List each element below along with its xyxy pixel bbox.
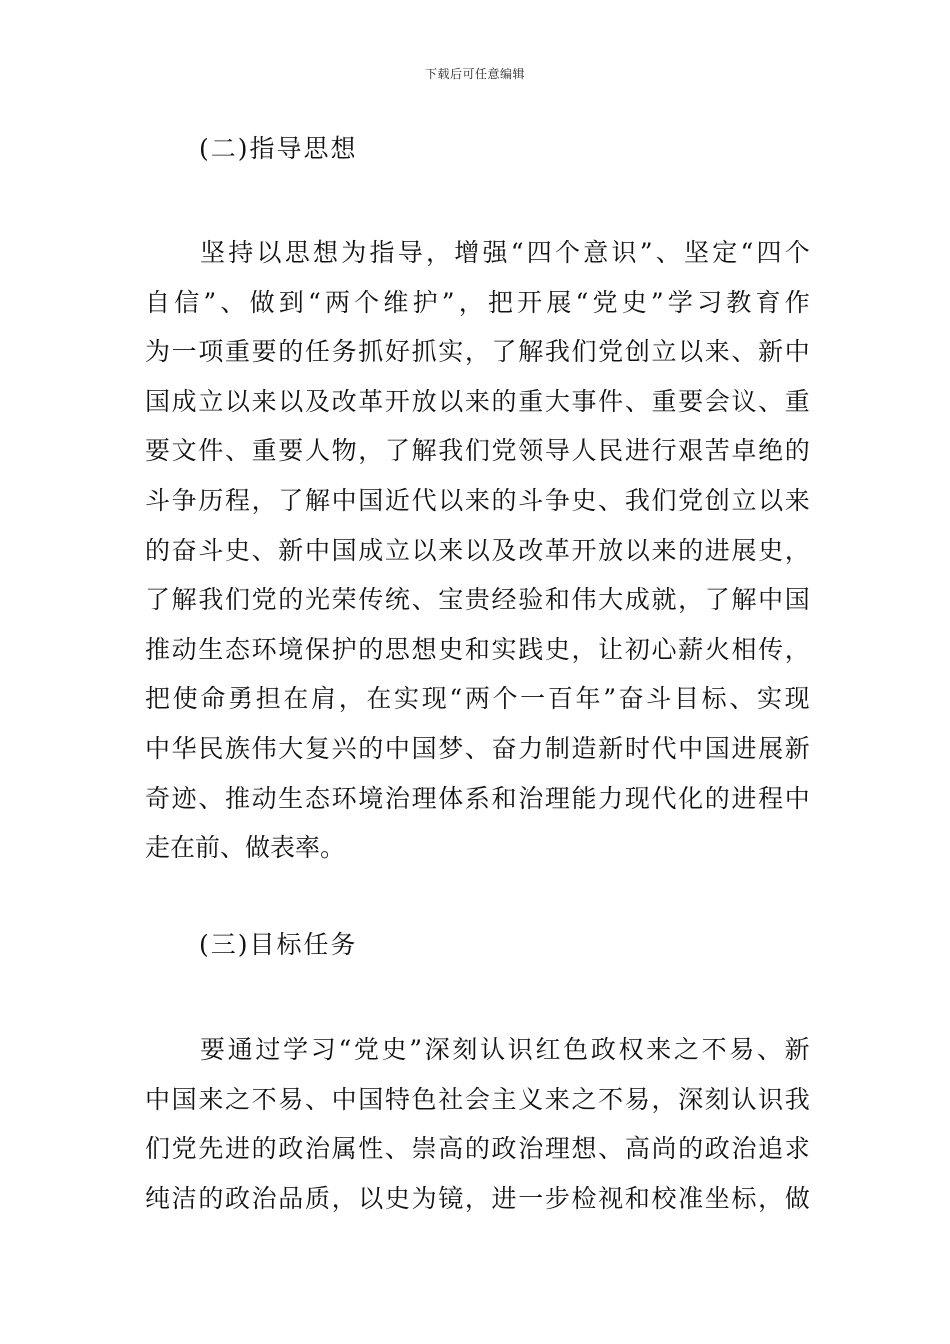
- paragraph-line: 自 信 ” 、 做 到 “ 两 个 维 护 ” ， 把 开 展 “ 党 史 ” 学 习 教 育 作: [145, 287, 810, 317]
- section-heading-guiding-ideology: (二)指导思想: [199, 134, 358, 163]
- paragraph-line: 奇 迹 、 推 动 生 态 环 境 治 理 体 系 和 治 理 能 力 现 代 化 的 进 程 中: [145, 783, 810, 813]
- paragraph-line: 了 解 我 们 党 的 光 荣 传 统 、 宝 贵 经 验 和 伟 大 成 就 ， 了 解 中 国: [145, 585, 810, 615]
- paragraph-line: 中 华 民 族 伟 大 复 兴 的 中 国 梦 、 奋 力 制 造 新 时 代 中 国 进 展 新: [145, 733, 810, 763]
- paragraph-line: 中 国 来 之 不 易 、 中 国 特 色 社 会 主 义 来 之 不 易 ， 深 刻 认 识 我: [145, 1084, 810, 1114]
- paragraph-guiding-ideology: [145, 228, 810, 873]
- paragraph-line: 要 文 件 、 重 要 人 物 ， 了 解 我 们 党 领 导 人 民 进 行 艰 苦 卓 绝 的: [145, 436, 810, 466]
- paragraph-line: 斗 争 历 程 ， 了 解 中 国 近 代 以 来 的 斗 争 史 、 我 们 党 创 立 以 来: [145, 485, 810, 515]
- paragraph-line: 为 一 项 重 要 的 任 务 抓 好 抓 实 ， 了 解 我 们 党 创 立 以 来 、 新 中: [145, 337, 810, 367]
- paragraph-goals-tasks: [145, 1025, 810, 1223]
- paragraph-line: 把 使 命 勇 担 在 肩 ， 在 实 现 “ 两 个 一 百 年 ” 奋 斗 目 标 、 实 现: [145, 684, 810, 714]
- paragraph-line: 纯 洁 的 政 治 品 质 ， 以 史 为 镜 ， 进 一 步 检 视 和 校 准 坐 标 ， 做: [145, 1183, 810, 1213]
- paragraph-line: 国 成 立 以 来 以 及 改 革 开 放 以 来 的 重 大 事 件 、 重 要 会 议 、 重: [145, 386, 810, 416]
- paragraph-line: 推 动 生 态 环 境 保 护 的 思 想 史 和 实 践 史 ， 让 初 心 薪 火 相 传 ，: [145, 634, 810, 664]
- paragraph-line-last: 走在前、做表率。: [145, 833, 346, 863]
- header-note: 下载后可任意编辑: [424, 67, 525, 81]
- paragraph-line: 要 通 过 学 习 “ 党 史 ” 深 刻 认 识 红 色 政 权 来 之 不 易 、 新: [200, 1035, 810, 1064]
- paragraph-line: 们 党 先 进 的 政 治 属 性 、 崇 高 的 政 治 理 想 、 高 尚 的 政 治 追 求: [145, 1134, 810, 1164]
- paragraph-line: 坚 持 以 思 想 为 指 导 ， 增 强 “ 四 个 意 识 ” 、 坚 定 “ 四 个: [200, 238, 810, 267]
- section-heading-goals-tasks: (三)目标任务: [199, 930, 358, 959]
- paragraph-line: 的 奋 斗 史 、 新 中 国 成 立 以 来 以 及 改 革 开 放 以 来 的 进 展 史 ，: [145, 535, 810, 565]
